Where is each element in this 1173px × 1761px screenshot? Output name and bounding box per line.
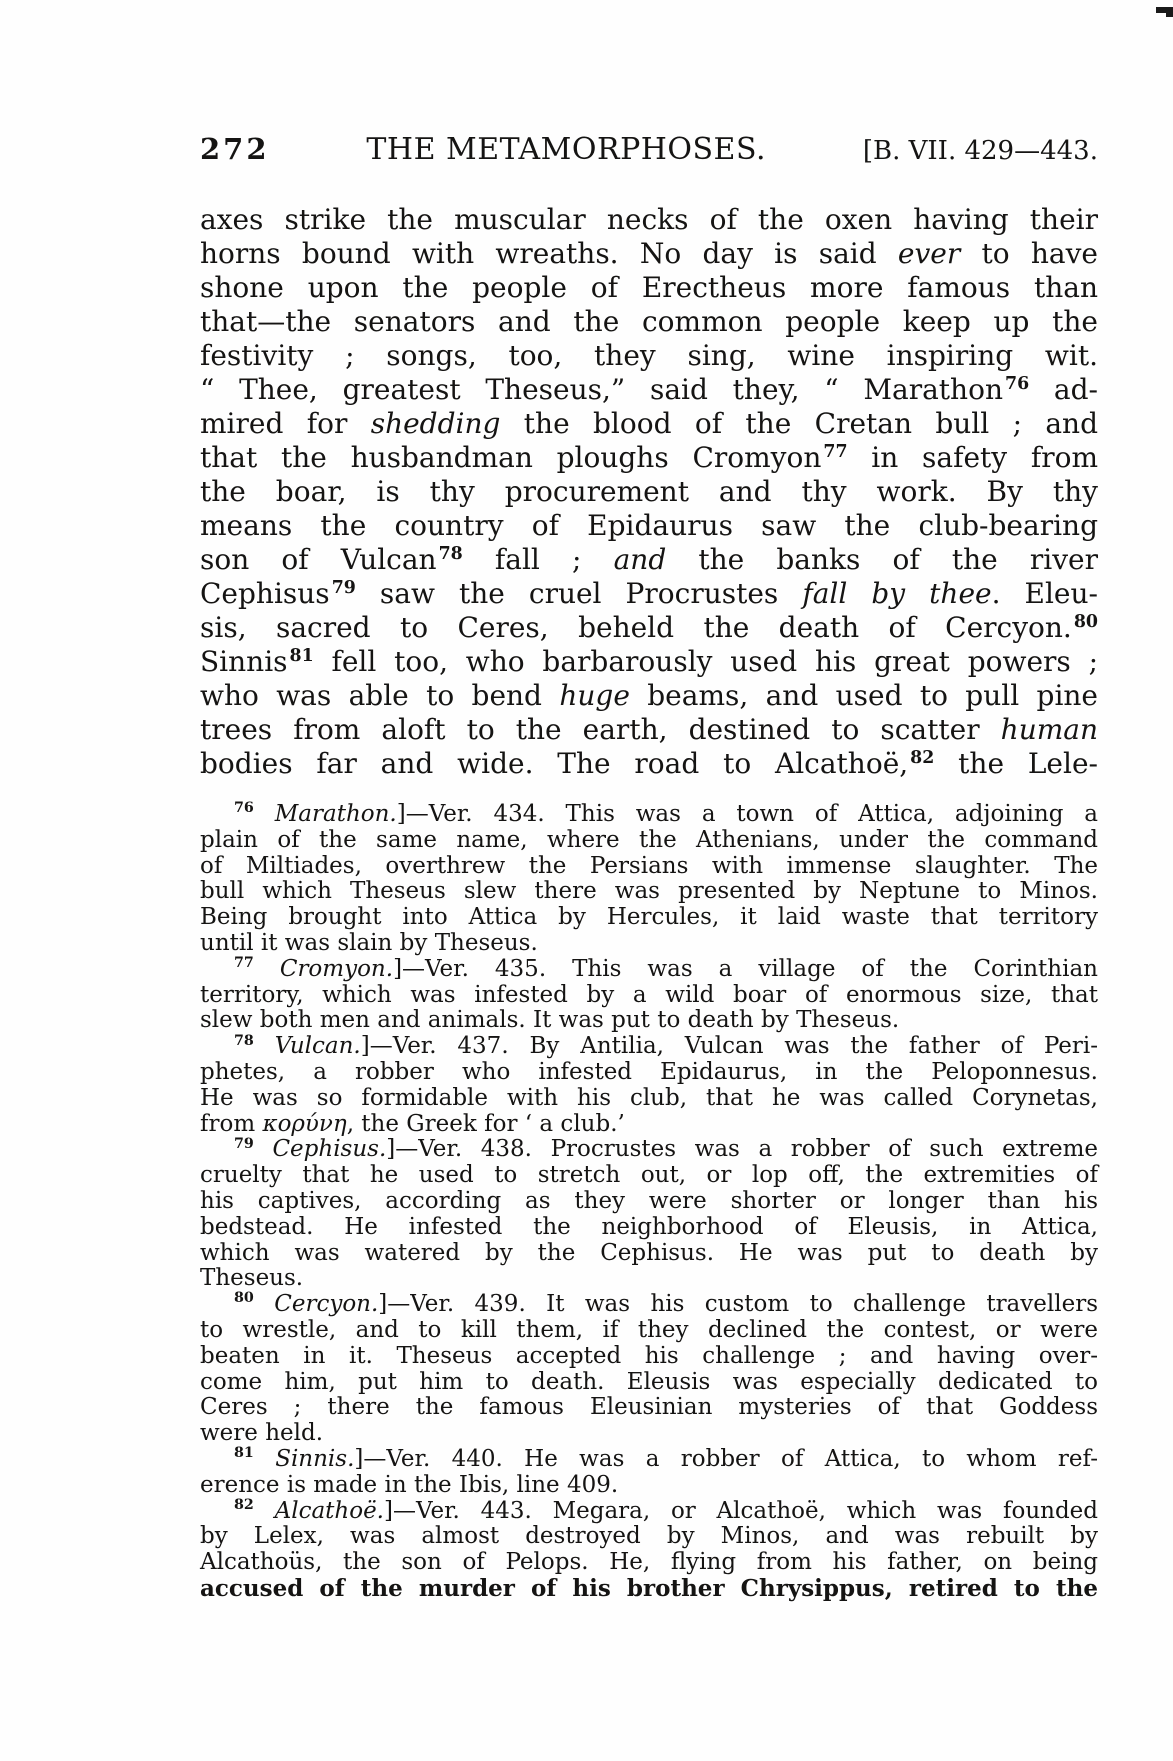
text-run: . Eleu- — [991, 577, 1098, 610]
text-run — [254, 1446, 275, 1472]
text-run: by Lelex, was almost destroyed by Minos, and was rebuilt by — [200, 1523, 1098, 1550]
footnote-ref-number: 80 — [1073, 611, 1098, 632]
footnote-line — [200, 983, 1098, 1009]
text-run: the blood of the Cretan bull ; and — [500, 407, 1098, 440]
body-line — [200, 441, 1098, 475]
running-title: THE METAMORPHOSES. — [366, 132, 766, 167]
text-run: fell too, who barbarously used his great powers ; — [313, 645, 1098, 678]
text-run: , the Greek for ‘ a club.’ — [346, 1110, 625, 1137]
text-run: ]—Ver. 438. Procrustes was a robber of such extreme — [386, 1136, 1099, 1163]
emphasis-text: Cercyon. — [274, 1291, 379, 1318]
text-run: ]—Ver. 443. Megara, or Alcathoë, which was founded — [384, 1497, 1099, 1524]
emphasis-text: fall by thee — [802, 577, 992, 610]
text-run: beaten in it. Theseus accepted his challenge ; and having over- — [200, 1342, 1098, 1369]
footnote-line — [200, 1395, 1098, 1421]
footnote-ref-number: 76 — [234, 800, 254, 817]
body-line — [200, 509, 1098, 543]
emphasis-text: shedding — [370, 407, 501, 440]
text-run: saw the cruel Procrustes — [355, 577, 803, 610]
text-run: beams, and used to pull pine — [629, 679, 1099, 712]
footnote-line — [200, 1112, 1098, 1138]
body-line — [200, 203, 1098, 237]
text-run: from — [200, 1110, 263, 1137]
text-run: shone upon the people of Erectheus more famous than — [200, 271, 1098, 304]
footnote-ref-number: 79 — [234, 1135, 254, 1152]
footnote-line — [200, 957, 1098, 983]
text-run: horns bound with wreaths. No day is said — [200, 237, 898, 270]
text-run: ]—Ver. 439. It was his custom to challenge travellers — [378, 1291, 1098, 1318]
footnote-line — [200, 879, 1098, 905]
emphasis-text: ever — [897, 237, 961, 270]
footnote-line — [200, 1576, 1098, 1602]
text-run: Being brought into Attica by Hercules, it laid waste that territory — [200, 904, 1098, 931]
footnotes-block — [200, 802, 1098, 1602]
footnote-ref-number: 77 — [823, 441, 848, 462]
text-run: plain of the same name, where the Athenians, under the command — [200, 826, 1098, 853]
text-run: sis, sacred to Ceres, beheld the death of Cercyon. — [200, 611, 1072, 644]
footnote-line — [200, 905, 1098, 931]
text-run: that—the senators and the common people keep up the — [200, 305, 1098, 338]
footnote-line — [200, 1266, 1098, 1292]
emphasis-text: and — [613, 543, 667, 576]
text-run: ]—Ver. 434. This was a town of Attica, adjoining a — [396, 801, 1098, 827]
emphasis-text: Cephisus. — [272, 1136, 387, 1163]
text-run — [254, 1498, 275, 1524]
emphasis-text: huge — [559, 679, 630, 712]
text-run: that the husbandman ploughs Cromyon — [200, 441, 822, 474]
footnote-line — [200, 854, 1098, 880]
footnote-line — [200, 828, 1098, 854]
text-run — [254, 1291, 274, 1317]
footnote-line — [200, 1524, 1098, 1550]
footnote-ref-number: 80 — [234, 1290, 254, 1307]
text-run: “ Thee, greatest Theseus,” said they, “ Marathon — [200, 373, 1003, 406]
footnote-line — [200, 931, 1098, 957]
emphasis-text: Cromyon. — [279, 955, 394, 982]
scan-artifact-mark — [1156, 7, 1173, 13]
text-run: festivity ; songs, too, they sing, wine inspiring wit. — [200, 339, 1098, 372]
text-run: cruelty that he used to stretch out, or lop off, the extremities of — [200, 1162, 1098, 1189]
emphasis-text: human — [1000, 713, 1098, 746]
footnote-line — [200, 1163, 1098, 1189]
footnote-line — [200, 1318, 1098, 1344]
text-run: fall ; — [462, 543, 614, 576]
footnote-line — [200, 1496, 1099, 1525]
text-run: until it was slain by Theseus. — [200, 929, 538, 956]
text-run: who was able to bend — [200, 679, 560, 712]
text-run: son of Vulcan — [200, 543, 437, 576]
book-verse-reference: [B. VII. 429—443. — [862, 136, 1098, 166]
emphasis-text: Sinnis. — [275, 1445, 355, 1472]
text-run — [254, 1033, 275, 1059]
body-line — [200, 747, 1098, 781]
footnote-line — [200, 1370, 1098, 1396]
footnote-line — [200, 1215, 1098, 1241]
text-run: bedstead. He infested the neighborhood of Eleusis, in Attica, — [200, 1213, 1098, 1240]
footnote-line — [200, 1421, 1098, 1447]
footnote-line — [200, 1137, 1098, 1163]
body-line — [200, 577, 1098, 611]
body-line — [200, 475, 1098, 509]
text-run: ]—Ver. 437. By Antilia, Vulcan was the father of Peri- — [360, 1033, 1099, 1060]
text-run: Theseus. — [200, 1265, 304, 1292]
body-line — [200, 271, 1098, 305]
text-run: axes strike the muscular necks of the oxen having their — [200, 203, 1098, 236]
body-line — [200, 373, 1098, 407]
text-run: trees from aloft to the earth, destined to scatter — [200, 713, 1001, 746]
emphasis-text: Marathon. — [274, 801, 397, 827]
text-run — [254, 956, 280, 982]
footnote-line — [200, 1447, 1098, 1473]
footnote-ref-number: 79 — [331, 577, 356, 598]
footnote-line — [200, 1008, 1098, 1034]
body-line — [200, 543, 1098, 577]
text-run: slew both men and animals. It was put to death by Theseus. — [200, 1007, 900, 1034]
footnote-line — [200, 1473, 1098, 1499]
emphasis-text: Alcathoë. — [274, 1497, 384, 1524]
text-run: Cephisus — [200, 577, 330, 610]
text-run: ad- — [1029, 373, 1098, 406]
footnote-ref-number: 82 — [234, 1496, 254, 1513]
text-run: means the country of Epidaurus saw the club-bearing — [200, 509, 1098, 542]
body-line — [200, 713, 1098, 747]
body-line — [200, 237, 1098, 271]
text-run: erence is made in the Ibis, line 409. — [200, 1471, 619, 1498]
footnote-line — [200, 1034, 1098, 1060]
body-line — [200, 645, 1098, 679]
footnote-line — [200, 1344, 1098, 1370]
text-run: his captives, according as they were shorter or longer than his — [200, 1187, 1098, 1214]
text-run: the Lele- — [934, 747, 1098, 780]
text-run: were held. — [200, 1420, 324, 1447]
footnote-ref-number: 76 — [1004, 373, 1030, 394]
text-run: bodies far and wide. The road to Alcathoë, — [200, 747, 909, 780]
footnote-line — [200, 1189, 1098, 1215]
footnote-line — [200, 1060, 1098, 1086]
footnote-line — [200, 1241, 1098, 1267]
body-line — [200, 305, 1098, 339]
text-run — [254, 801, 275, 827]
text-run: Sinnis — [200, 645, 288, 678]
text-run: mired for — [200, 407, 371, 440]
body-line — [200, 679, 1098, 713]
footnote-ref-number: 78 — [234, 1032, 254, 1049]
footnote-line — [200, 1086, 1098, 1112]
page-header — [200, 132, 1098, 167]
text-run: Alcathoüs, the son of Pelops. He, flying from his father, on being — [200, 1549, 1098, 1576]
text-run: ]—Ver. 435. This was a village of the Corinthian — [393, 955, 1098, 982]
footnote-ref-number: 77 — [234, 955, 254, 972]
body-line — [200, 407, 1098, 441]
text-run: accused of the murder of his brother Chrysippus, retired to the — [200, 1574, 1098, 1602]
footnote-ref-number: 81 — [289, 645, 314, 666]
text-run: to have — [960, 237, 1098, 270]
text-run: the banks of the river — [666, 543, 1098, 576]
text-run: in safety from — [847, 441, 1098, 474]
footnote-line — [200, 802, 1098, 828]
text-run: the boar, is thy procurement and thy work. By thy — [200, 475, 1098, 508]
text-run: phetes, a robber who infested Epidaurus, in the Peloponnesus. — [200, 1058, 1098, 1085]
text-run: to wrestle, and to kill them, if they declined the contest, or were — [200, 1316, 1098, 1343]
text-run: come him, put him to death. Eleusis was especially dedicated to — [200, 1368, 1098, 1395]
footnote-ref-number: 81 — [234, 1445, 254, 1462]
text-run: He was so formidable with his club, that he was called Corynetas, — [200, 1084, 1098, 1111]
page-number: 272 — [200, 132, 270, 166]
main-text-block — [200, 203, 1098, 781]
text-run: ]—Ver. 440. He was a robber of Attica, to whom ref- — [354, 1445, 1098, 1472]
footnote-ref-number: 82 — [910, 747, 935, 768]
footnote-ref-number: 78 — [438, 543, 463, 564]
body-line — [200, 611, 1098, 645]
text-run — [254, 1136, 273, 1162]
text-run: of Miltiades, overthrew the Persians with immense slaughter. The — [200, 852, 1098, 879]
emphasis-text: Vulcan. — [274, 1033, 361, 1060]
text-run: territory, which was infested by a wild boar of enormous size, that — [200, 981, 1098, 1008]
footnote-line — [200, 1292, 1098, 1318]
footnote-line — [200, 1550, 1098, 1576]
text-run: Ceres ; there the famous Eleusinian mysteries of that Goddess — [200, 1394, 1098, 1421]
text-run: bull which Theseus slew there was presented by Neptune to Minos. — [200, 878, 1098, 905]
body-line — [200, 339, 1098, 373]
text-run: which was watered by the Cephisus. He was put to death by — [200, 1239, 1098, 1266]
emphasis-text: κορύνη — [262, 1110, 347, 1137]
